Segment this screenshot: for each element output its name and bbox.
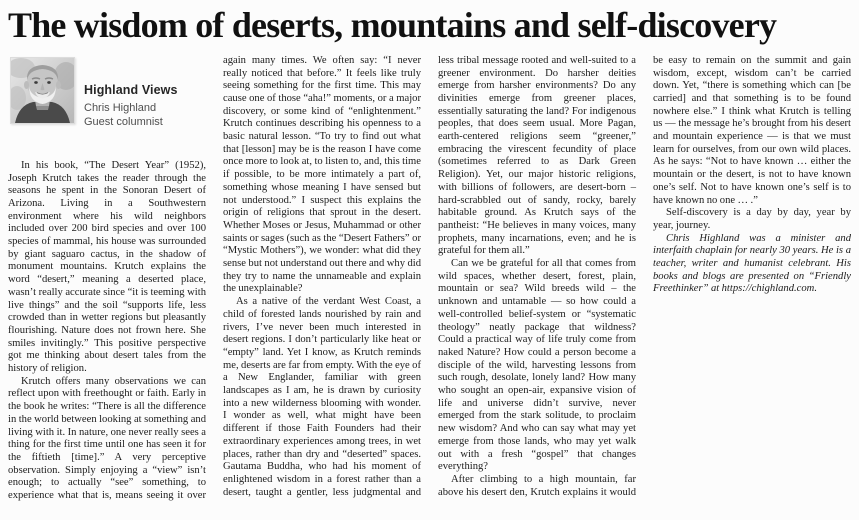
article-paragraph: As a native of the verdant West Coast, a child of forested lands nourished by rain and rivers, I’ve never been much interested in desert regions. I don’t particularly like heat or “empty” land. Yet I know, as Krutch reminds me, deserts are far from empty. With the eye of a New Englander, familiar with green landscapes as I am, he is drawn by curiosity into a new wilderness blooming with wonder. I wonder as well, what might have been different if those Faith Founders had their extraordinary experiences among trees, in wet places, rather than dry and “deserted” spaces. Gautama Buddha, who had his moment of enlightened wisdom in a forest rather than a desert, taught a gentler, less judgmental and less tribal message rooted and well-suited to a greener environment. Do harsher deities emerge from harsher environments? Do any divinities emerge from greener places, essentially saturating the land? For indigenous peoples, that does seem usual. More Pagan, earth-centered religions seem “greener,” embracing the virescent fecundity of place (sometimes referred to as Dark Green Religion). Yet, our major historic religions, with billions of followers, are desert-born – hard-scrabbled out of sandy, rocky, barely habitable ground. As Krutch says of the pantheist: “He believes in many voices, many prophets, many incarnations, even; and he is grateful for them all.” [223,54,636,498]
byline-column-title: Highland Views [84,82,178,97]
byline-author-role: Guest columnist [84,116,163,129]
article-paragraph: Self-discovery is a day by day, year by year, journey. [653,207,851,231]
byline-text [84,57,178,130]
byline-author-name: Chris Highland [84,101,157,114]
article-paragraph: After climbing to a high mountain, far above his desert den, Krutch explains it would be easy to remain on the summit and gain wisdom, except, wisdom can’t be carried down. Yet, “there is something which can [be carried] and that something is to be found nowhere else.” I think what Krutch is telling us — the message he’s brought from his desert and mountain experience — is that we must learn for ourselves, from our own wild places. As he says: “Not to have known … either the mountain or the desert, is not to have known one’s self. Not to have known one’s self is to have known no one … .” [438,54,851,498]
author-photo [10,57,75,124]
author-photo-image [11,58,74,123]
article-paragraph: Chris Highland was a minister and interfaith chaplain for nearly 30 years. He is a teacher, writer and humanist celebrant. His books and blogs are presented on “Friendly Freethinker” at https://chighland.com. [653,232,851,295]
article-body [8,55,851,507]
article-paragraph: In his book, “The Desert Year” (1952), Joseph Krutch takes the reader through the seasons he spent in the Sonoran Desert of Arizona. Living in a Southwestern environment where his wild neighbors included over 200 bird species and over 100 species of mammal, his house was surrounded by giant saguaro cactus, in the shadow of monument mountains. Krutch explains the word “desert,” meaning a deserted place, wasn’t really accurate since “it is teeming with live things” and the soil “supports life, less crowded than in wetter regions but pleasantly flourishing. Nature does not frown here. She smiles invitingly.” This positive perspective got me thinking about desert tales from the history of religion. [8,159,206,375]
headline: The wisdom of deserts, mountains and self-discovery [8,5,777,45]
article-paragraph: Can we be grateful for all that comes from wild spaces, whether desert, forest, plain, mountain or sea? Wild breeds wild – the unknown and untamable — so how could a well-controlled belief-system or “systematic theology” neatly package that wildness? Could a practical way of life truly come from naked Nature? How could a person become a disciple of the wild, harvesting lessons from such rough, desolate, lonely land? How many who sought an open-air, expansive vision of life and universe didn’t survive, never emerged from the stark solitude, to proclaim new wisdom? And who can say what may yet emerge from those lands, who may yet walk out with a fresh “gospel” that changes everything? [438,258,636,473]
article-paragraph: Krutch offers many observations we can reflect upon with freethought or faith. Early in the book he writes: “There is all the difference in the world between looking at something and living with it. In nature, one never really sees a thing for the first time until one has seen it for the fiftieth [time].” A very perceptive observation. Simply enjoying a “view” isn’t enough; to actually “see” something, to experience what that is, means seeing it over again many times. We often say: “I never really noticed that before.” It feels like truly seeing something for the first time. This may cause one of those “aha!” moments, or a major discovery, or some kind of “enlightenment.” Krutch continues describing his openness to a basic natural lesson. “To try to find out what that [lesson] may be is the reason I have come once more to look at, to listen to, and, this time if possible, to be more intimately a part of, something whose meaning I have sensed but not understood.” I suspect this explains the origin of religions that sprout in the desert. Whether Moses or Jesus, Muhammad or other saints or sages (such as the “Desert Fathers” or “Mystic Mothers”), we wonder: what did they sense but not understand out there and why did they try to name the unnameable and explain the unexplainable? [8,54,421,502]
byline-block [10,57,206,130]
